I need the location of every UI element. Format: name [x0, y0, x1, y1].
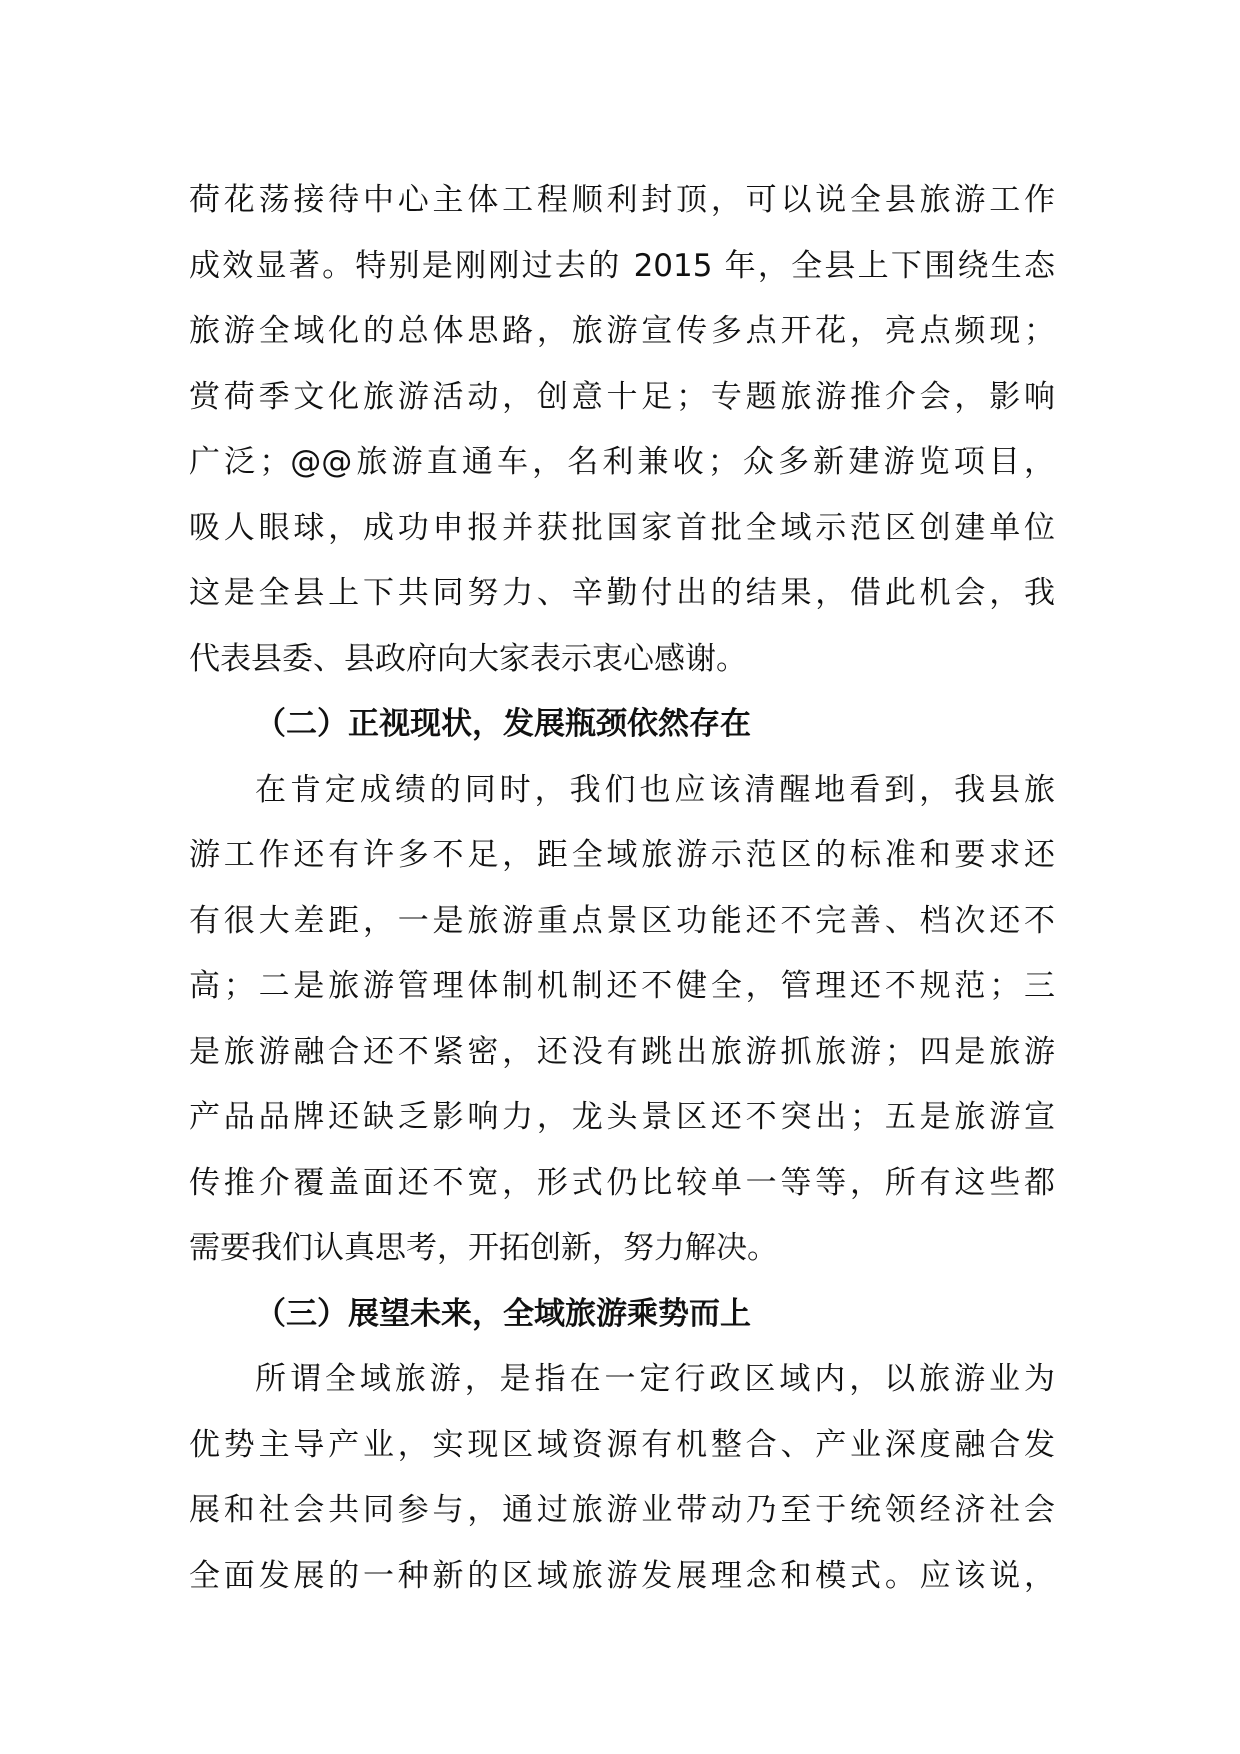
text-line: 在肯定成绩的同时，我们也应该清醒地看到，我县旅 [255, 771, 1055, 808]
text-line: 游工作还有许多不足，距全域旅游示范区的标准和要求还 [189, 837, 1055, 873]
text-line: 成效显著。特别是刚刚过去的 2015 年，全县上下围绕生态 [189, 247, 1055, 284]
paragraph-outlook [189, 1347, 1055, 1609]
text-line: 有很大差距，一是旅游重点景区功能还不完善、档次还不 [189, 902, 1055, 939]
text-line: 荷花荡接待中心主体工程顺利封顶，可以说全县旅游工作 [189, 182, 1055, 218]
paragraph-achievements [189, 168, 1055, 692]
text-line: 产品品牌还缺乏影响力，龙头景区还不突出；五是旅游宣 [189, 1099, 1055, 1135]
text-line: 优势主导产业，实现区域资源有机整合、产业深度融合发 [189, 1426, 1055, 1463]
text-line: 是旅游融合还不紧密，还没有跳出旅游抓旅游；四是旅游 [189, 1033, 1055, 1070]
text-line: 所谓全域旅游，是指在一定行政区域内，以旅游业为 [255, 1361, 1055, 1397]
text-line: 广泛；@@旅游直通车，名利兼收；众多新建游览项目， [189, 444, 1055, 480]
text-line: 展和社会共同参与，通过旅游业带动乃至于统领经济社会 [189, 1492, 1055, 1528]
text-line: 需要我们认真思考，开拓创新，努力解决。 [189, 1230, 778, 1266]
text-line: 这是全县上下共同努力、辛勤付出的结果，借此机会，我 [189, 575, 1055, 611]
text-line: 代表县委、县政府向大家表示衷心感谢。 [189, 640, 747, 677]
paragraph-current-status [189, 758, 1055, 1282]
text-line: 全面发展的一种新的区域旅游发展理念和模式。应该说， [189, 1557, 1055, 1594]
text-line: 赏荷季文化旅游活动，创意十足；专题旅游推介会，影响 [189, 378, 1055, 415]
document-body [189, 168, 1055, 1609]
text-line: 旅游全域化的总体思路，旅游宣传多点开花，亮点频现； [189, 313, 1055, 349]
text-line: 传推介覆盖面还不宽，形式仍比较单一等等，所有这些都 [189, 1164, 1055, 1201]
section-heading-2: （二）正视现状，发展瓶颈依然存在 [255, 706, 751, 742]
text-line: 高；二是旅游管理体制机制还不健全，管理还不规范；三 [189, 968, 1055, 1004]
section-heading-3: （三）展望未来，全域旅游乘势而上 [255, 1295, 751, 1332]
text-line: 吸人眼球，成功申报并获批国家首批全域示范区创建单位 [189, 509, 1055, 546]
